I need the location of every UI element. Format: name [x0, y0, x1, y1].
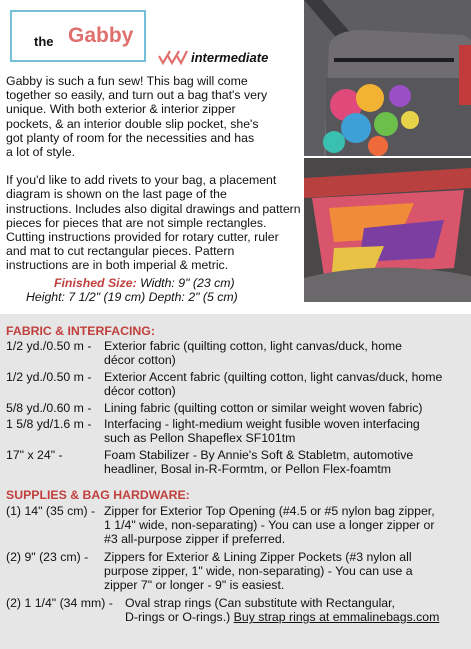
- list-item: 1/2 yd./0.50 m - Exterior Accent fabric (quilting cotton, light canvas/duck, home décor cotton): [6, 370, 443, 399]
- finished-size: [6, 276, 304, 304]
- bag-lining-photo: [304, 158, 471, 302]
- list-item: 17" x 24" - Foam Stabilizer - By Annie's Soft & Stabletm, automotive headliner, Bosal in-R-Formtm, or Pellon Flex-foamtm: [6, 448, 414, 477]
- finished-size-label: Finished Size:: [54, 276, 137, 290]
- list-item: (2) 9" (23 cm) - Zippers for Exterior & Lining Zipper Pockets (#3 nylon all purpose zipper, 1" wide, non-separating) - You can use a zipper 7" or longer - 9" is easiest.: [6, 550, 413, 593]
- supplies-heading: SUPPLIES & BAG HARDWARE:: [6, 488, 190, 502]
- check-marks-icon: [158, 48, 188, 66]
- list-item: 1 5/8 yd/1.6 m - Interfacing - light-medium weight fusible woven interfacing such as Pellon Shapeflex SF101tm: [6, 417, 420, 446]
- list-item: (2) 1 1/4" (34 mm) - Oval strap rings (Can substitute with Rectangular, D-rings or O-rings.) Buy strap rings at emmalinebags.com: [6, 596, 440, 625]
- list-item: 5/8 yd./0.60 m - Lining fabric (quilting cotton or similar weight woven fabric): [6, 401, 423, 415]
- strap-rings-link[interactable]: Buy strap rings at emmalinebags.com: [233, 610, 440, 625]
- skill-level: [158, 48, 268, 66]
- intro-paragraph-1: Gabby is such a fun sew! This bag will come together so easily, and turn out a bag that's very unique. With both exterior & interior zipper pockets, & an interior double slip pocket, she's got planty of room for the necessities and has a lot of style.: [6, 74, 268, 160]
- title-prefix: the: [34, 34, 54, 49]
- intro-paragraph-2: If you'd like to add rivets to your bag, a placement diagram is shown on the last page of the instructions. Includes also digital drawings and pattern pieces for pieces that are not simple rectangles. Cutting instructions provided for rotary cutter, ruler and mat to cut rectangular pieces. Pattern instructions are in both imperial & metric.: [6, 173, 301, 273]
- fabric-heading: FABRIC & INTERFACING:: [6, 324, 155, 338]
- pattern-name: Gabby: [68, 24, 134, 47]
- list-item: (1) 14" (35 cm) - Zipper for Exterior Top Opening (#4.5 or #5 nylon bag zipper, 1 1/4" wide, non-separating) - You can use a longer zipper or #3 all-purpose zipper if preferred.: [6, 504, 435, 547]
- bag-exterior-photo: [304, 0, 471, 156]
- finished-height-depth: Height: 7 1/2" (19 cm) Depth: 2" (5 cm): [26, 290, 238, 305]
- finished-width: Width: 9" (23 cm): [140, 276, 235, 290]
- list-item: 1/2 yd./0.50 m - Exterior fabric (quilting cotton, light canvas/duck, home décor cotton): [6, 339, 403, 368]
- intro-text: [6, 74, 304, 287]
- title-box: [10, 10, 146, 62]
- skill-level-label: intermediate: [191, 49, 269, 65]
